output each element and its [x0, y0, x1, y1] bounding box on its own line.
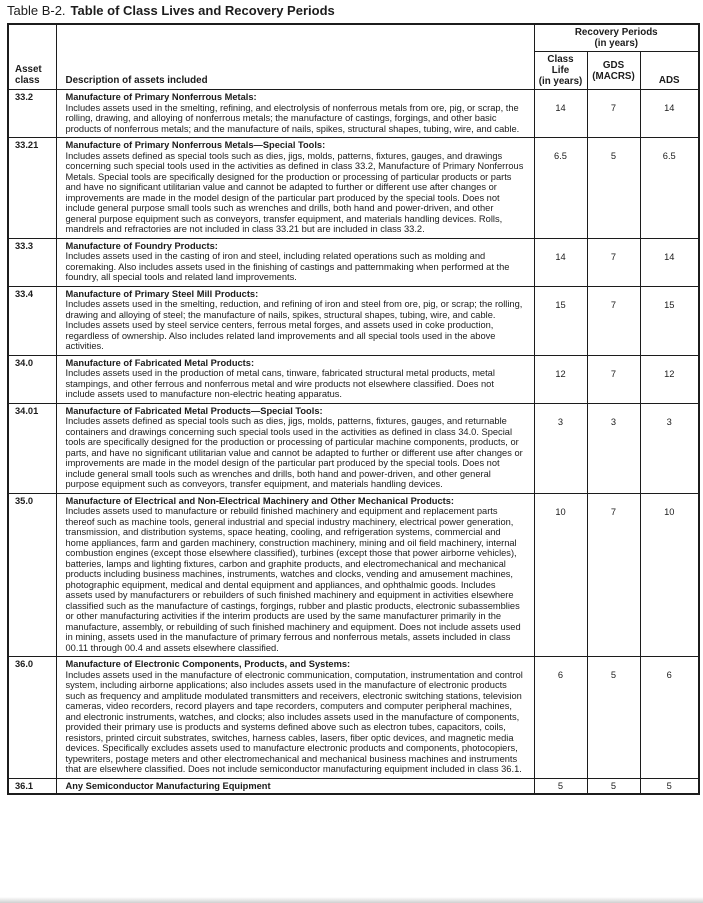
gds-cell: 7 [587, 493, 640, 657]
ads-cell: 12 [640, 355, 699, 403]
page-title: Table of Class Lives and Recovery Periods [70, 3, 335, 18]
scan-shadow-artifact [0, 897, 703, 903]
asset-class-cell: 36.0 [8, 657, 56, 779]
table-title [7, 4, 698, 18]
asset-description-body: Includes assets used to manufacture or rebuild finished machinery and equipment and replacement parts thereof such as machine tools, general industrial and special industry machinery, electrical power generation, transmission, and distribution systems, space heating, cooling, and refrigeration systems, commercial and home appliances, farm and garden machinery, construction machinery, mining and oil field machinery, internal combustion engines (except those elsewhere classified), turbines (except those that power airborne vehicles), batteries, lamps and lighting fixtures, carbon and graphite products, and electromechanical and mechanical products including business machines, instruments, watches and clocks, vending and amusement machines, photographic equipment, medical and dental equipment and appliances, and ophthalmic goods. Includes assets used by manufacturers or rebuilders of such finished machinery and equipment in activities elsewhere classified such as the manufacture of castings, forgings, rubber and plastic products, electronic subassemblies or other manufacturing activities if the interim products are used by the same manufacturer primarily in the manufacture, assembly, or rebuilding of such finished machinery and equipment. Does not include assets used in mining, assets used in the manufacture of primary ferrous and nonferrous metals, assets included in class 00.11 through 00.4 and assets elsewhere classified. [65, 506, 521, 653]
asset-class-cell: 33.2 [8, 90, 56, 138]
header-description: Description of assets included [56, 24, 534, 90]
description-cell [56, 238, 534, 286]
header-asset-class-line1: Asset [15, 64, 42, 75]
description-cell [56, 493, 534, 657]
header-gds [587, 52, 640, 90]
gds-cell: 7 [587, 238, 640, 286]
asset-description-body: Includes assets used in the production of metal cans, tinware, fabricated structural metal products, metal stampings, and other ferrous and nonferrous metal and wire products not elsewhere classified. Does not include assets used to manufacture non-electric heating apparatus. [65, 368, 495, 399]
header-recovery-periods-group [534, 24, 699, 52]
description-cell [56, 90, 534, 138]
ads-cell: 6.5 [640, 138, 699, 239]
ads-cell: 15 [640, 286, 699, 355]
gds-cell: 7 [587, 355, 640, 403]
table-header [8, 24, 699, 90]
class-life-cell: 3 [534, 403, 587, 493]
class-lives-table [7, 23, 700, 795]
class-life-cell: 12 [534, 355, 587, 403]
asset-description-body: Includes assets used in the casting of iron and steel, including related operations such as molding and coremaking. Also includes assets used in the finishing of castings and patternmaking when performed at the foundry, all special tools and related land improvements. [65, 251, 510, 282]
table-row [8, 90, 699, 138]
ads-cell: 14 [640, 238, 699, 286]
asset-description-heading: Any Semiconductor Manufacturing Equipment [65, 780, 271, 791]
header-ads: ADS [640, 52, 699, 90]
description-cell [56, 657, 534, 779]
table-row [8, 778, 699, 794]
ads-cell: 5 [640, 778, 699, 794]
gds-cell: 5 [587, 778, 640, 794]
header-recovery-periods-line1: Recovery Periods [574, 27, 658, 38]
header-row-group [8, 24, 699, 52]
asset-description-heading: Manufacture of Fabricated Metal Products—Special Tools: [65, 405, 323, 416]
asset-description-heading: Manufacture of Electronic Components, Products, and Systems: [65, 659, 351, 669]
asset-description-heading: Manufacture of Primary Nonferrous Metals: [65, 92, 257, 102]
description-cell [56, 778, 534, 794]
gds-cell: 7 [587, 286, 640, 355]
table-row [8, 138, 699, 239]
table-row [8, 238, 699, 286]
class-life-cell: 10 [534, 493, 587, 657]
asset-description-heading: Manufacture of Electrical and Non-Electrical Machinery and Other Mechanical Products: [65, 495, 454, 506]
asset-description-heading: Manufacture of Primary Nonferrous Metals—Special Tools: [65, 140, 326, 150]
class-life-cell: 5 [534, 778, 587, 794]
class-life-cell: 15 [534, 286, 587, 355]
asset-description-body: Includes assets used in the smelting, reduction, and refining of iron and steel from ore, pig, or scrap; the rolling, drawing and alloying of steel; the manufacture of nails, spikes, structural shapes, tubing, wire, and cable. Includes assets used by steel service centers, ferrous metal forges, and assets used in coke production, regardless of ownership. Also includes related land improvements and all special tools used in the above activities. [65, 299, 523, 351]
asset-class-cell: 34.01 [8, 403, 56, 493]
table-row [8, 657, 699, 779]
header-gds-line1: GDS [602, 59, 625, 71]
asset-description-heading: Manufacture of Foundry Products: [65, 240, 218, 251]
table-row [8, 403, 699, 493]
class-life-cell: 14 [534, 238, 587, 286]
description-cell [56, 355, 534, 403]
ads-cell: 6 [640, 657, 699, 779]
header-gds-line2: (MACRS) [592, 70, 635, 82]
asset-description-body: Includes assets defined as special tools such as dies, jigs, molds, patterns, fixtures, gauges, and returnable containers and drawings concerning such special tools used in the activities as defined in class 34.0. Special tools are specifically designed for the production or processing of particular machine components, products, or parts, and have no significant utilitarian value and cannot be adapted to further or different use after changes or improvements are made in the model design of the particular part produced by the special tools. Does not include general small tools such as wrenches and drills, both hand and power-driven, and other general purpose equipment such as conveyors, transfer equipment, and materials handling devices. [65, 416, 523, 489]
asset-description-body: Includes assets used in the smelting, refining, and electrolysis of nonferrous metals from ore, pig, or scrap, the rolling, drawing, and alloying of nonferrous metals; the manufacture of castings, forgings, and other basic products of nonferrous metals; and the manufacture of nails, spikes, structural shapes, tubing, wire, and cable. [65, 102, 520, 134]
gds-cell: 5 [587, 138, 640, 239]
gds-cell: 7 [587, 90, 640, 138]
asset-class-cell: 35.0 [8, 493, 56, 657]
table-row [8, 493, 699, 657]
table-row [8, 355, 699, 403]
asset-class-cell: 34.0 [8, 355, 56, 403]
description-cell [56, 403, 534, 493]
asset-class-cell: 33.3 [8, 238, 56, 286]
asset-description-body: Includes assets used in the manufacture of electronic communication, computation, instrumentation and control system, including airborne applications; also includes assets used in the manufacture of electronic products such as frequency and amplitude modulated transmitters and receivers, electronic switching stations, television cameras, video recorders, record players and tape recorders, computers and computer peripheral machines, and electronic instruments, watches, and clocks; also includes assets used in the manufacture of components, provided their primary use is products and systems defined above such as electron tubes, capacitors, coils, resistors, printed circuit substrates, switches, harness cables, lasers, fiber optic devices, and magnetic media devices. Specifically excludes assets used to manufacture electronic products and components, photocopiers, typewriters, postage meters and other electromechanical and mechanical business machines and instruments that are elsewhere classified. Does not include semiconductor manufacturing equipment included in class 36.1. [65, 669, 523, 774]
gds-cell: 3 [587, 403, 640, 493]
header-class-life [534, 52, 587, 90]
table-row [8, 286, 699, 355]
table-number-label: Table B-2. [7, 3, 66, 18]
ads-cell: 3 [640, 403, 699, 493]
asset-class-cell: 36.1 [8, 778, 56, 794]
asset-description-heading: Manufacture of Fabricated Metal Products: [65, 357, 255, 368]
table-body [8, 90, 699, 795]
header-recovery-periods-line2: (in years) [594, 38, 639, 49]
header-asset-class [8, 24, 56, 90]
class-life-cell: 6 [534, 657, 587, 779]
header-class-life-line1: Class Life [547, 54, 574, 76]
asset-description-heading: Manufacture of Primary Steel Mill Products: [65, 288, 259, 299]
ads-cell: 10 [640, 493, 699, 657]
header-class-life-line2: (in years) [538, 76, 583, 87]
ads-cell: 14 [640, 90, 699, 138]
class-life-cell: 6.5 [534, 138, 587, 239]
gds-cell: 5 [587, 657, 640, 779]
class-life-cell: 14 [534, 90, 587, 138]
description-cell [56, 138, 534, 239]
header-asset-class-line2: class [15, 75, 40, 86]
asset-class-cell: 33.4 [8, 286, 56, 355]
asset-description-body: Includes assets defined as special tools such as dies, jigs, molds, patterns, fixtures, gauges, and drawings concerning such special tools used in the activities as defined in class 33.2, Manufacture of Primary Nonferrous Metals. Special tools are specifically designed for the production or processing of particular products or parts and have no significant utilitarian value and cannot be adapted to further or different use after changes or improvements are made in the model design of the particular part produced by the special tools. Does not include general purpose small tools such as wrenches and drills, both hand and power-driven, and other general purpose equipment such as conveyors, transfer equipment, and materials handling devices. Rolls, mandrels and refractories are not included in class 33.21 but are included in class 33.2. [65, 150, 524, 234]
description-cell [56, 286, 534, 355]
asset-class-cell: 33.21 [8, 138, 56, 239]
